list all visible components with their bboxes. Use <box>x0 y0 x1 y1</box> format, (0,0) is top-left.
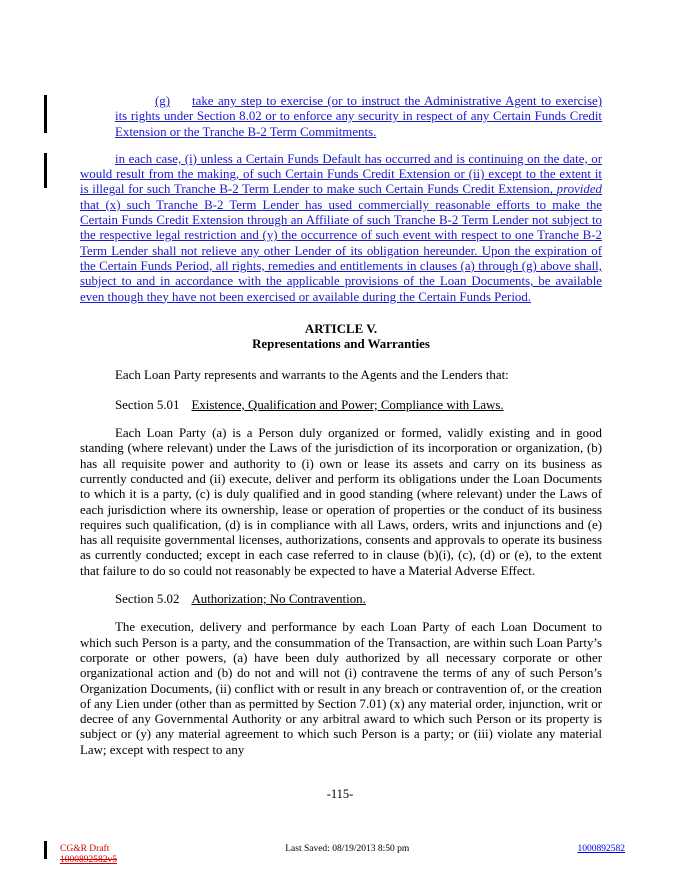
clause-g-paragraph <box>115 94 602 140</box>
section-501-heading <box>80 398 602 413</box>
in-each-case-post: that (x) such Tranche B-2 Term Lender has used commercially reasonable efforts to make the Certain Funds Credit Extension through an Affiliate of such Tranche B-2 Term Lender not subject to the respective legal restriction and (y) the occurrence of such event with respect to one Tranche B-2 Term Lender shall not relieve any other Lender of its obligation hereunder. Upon the expiration of the Certain Funds Period, all rights, remedies and entitlements in clauses (a) through (g) above shall, subject to and in accordance with the applicable provisions of the Loan Documents, be available even though they have not been exercised or available during the Certain Funds Period. <box>80 197 602 304</box>
page-footer <box>60 844 625 866</box>
page-content <box>80 94 602 758</box>
footer-draft-block <box>60 844 117 866</box>
section-502-heading <box>80 592 602 607</box>
last-saved-text: Last Saved: 08/19/2013 8:50 pm <box>285 844 410 854</box>
article-subtitle: Representations and Warranties <box>252 337 430 352</box>
section-502-title: Authorization; No Contravention. <box>191 592 366 607</box>
change-bar <box>44 95 47 133</box>
in-each-case-pre: in each case, (i) unless a Certain Funds Default has occurred and is continuing on the date, or would result from the making, of such Certain Funds Credit Extension or (ii) except to the extent it is illegal for such Tranche B-2 Term Lender to make such Certain Funds Credit Extension, <box>80 151 602 197</box>
provided-italic: provided <box>556 182 602 197</box>
section-502-label: Section 5.02 <box>115 592 180 607</box>
in-each-case-paragraph <box>80 152 602 305</box>
intro-paragraph: Each Loan Party represents and warrants to the Agents and the Lenders that: <box>115 368 509 383</box>
change-bar <box>44 153 47 188</box>
section-501-body: Each Loan Party (a) is a Person duly organized or formed, validly existing and in good standing (where relevant) under the Laws of the jurisdiction of its incorporation or organization, (b) has all requisite power and authority to (i) own or lease its assets and carry on its business as currently conducted and (ii) execute, deliver and perform its obligations under the Loan Documents to which it is a party, (c) is duly qualified and in good standing (where relevant) under the Laws of each jurisdiction where its ownership, lease or operation of properties or the conduct of its business requires such qualification, (d) is in compliance with all Laws, orders, writs and injunctions and (e) has all requisite governmental licenses, authorizations, consents and approvals to operate its business as currently conducted; except in each case referred to in clause (b)(i), (c), (d) or (e), to the extent that failure to do so could not reasonably be expected to have a Material Adverse Effect. <box>80 426 602 578</box>
change-bar <box>44 841 47 859</box>
section-501-label: Section 5.01 <box>115 397 180 412</box>
section-501-title: Existence, Qualification and Power; Compliance with Laws. <box>191 397 504 412</box>
article-title: ARTICLE V. <box>304 321 378 336</box>
draft-label: CG&R Draft <box>60 844 110 854</box>
clause-g-text: take any step to exercise (or to instruct the Administrative Agent to exercise) its rights under Section 8.02 or to enforce any security in respect of any Certain Funds Credit Extension or the Tranche B-2 Term Commitments. <box>115 94 602 139</box>
document-id-link[interactable]: 1000892582 <box>577 844 625 854</box>
page-number: -115- <box>326 787 354 801</box>
clause-g-label: (g) <box>155 94 171 108</box>
old-document-id: 1000892582v5 <box>60 855 117 865</box>
section-502-body: The execution, delivery and performance by each Loan Party of each Loan Document to which such Person is a party, and the consummation of the Transaction, are within such Loan Party’s corporate or other powers, (a) have been duly authorized by all necessary corporate or other organizational action and (b) do not and will not (i) contravene the terms of any of such Person’s Organization Documents, (ii) conflict with or result in any breach or contravention of, or the creation of any Lien under (other than as permitted by Section 7.01) (x) any material order, injunction, writ or decree of any Governmental Authority or any arbitral award to which such Person or its property is subject or (y) any material agreement to which such Person is a party; or (iii) violate any material Law; except with respect to any <box>80 620 602 757</box>
